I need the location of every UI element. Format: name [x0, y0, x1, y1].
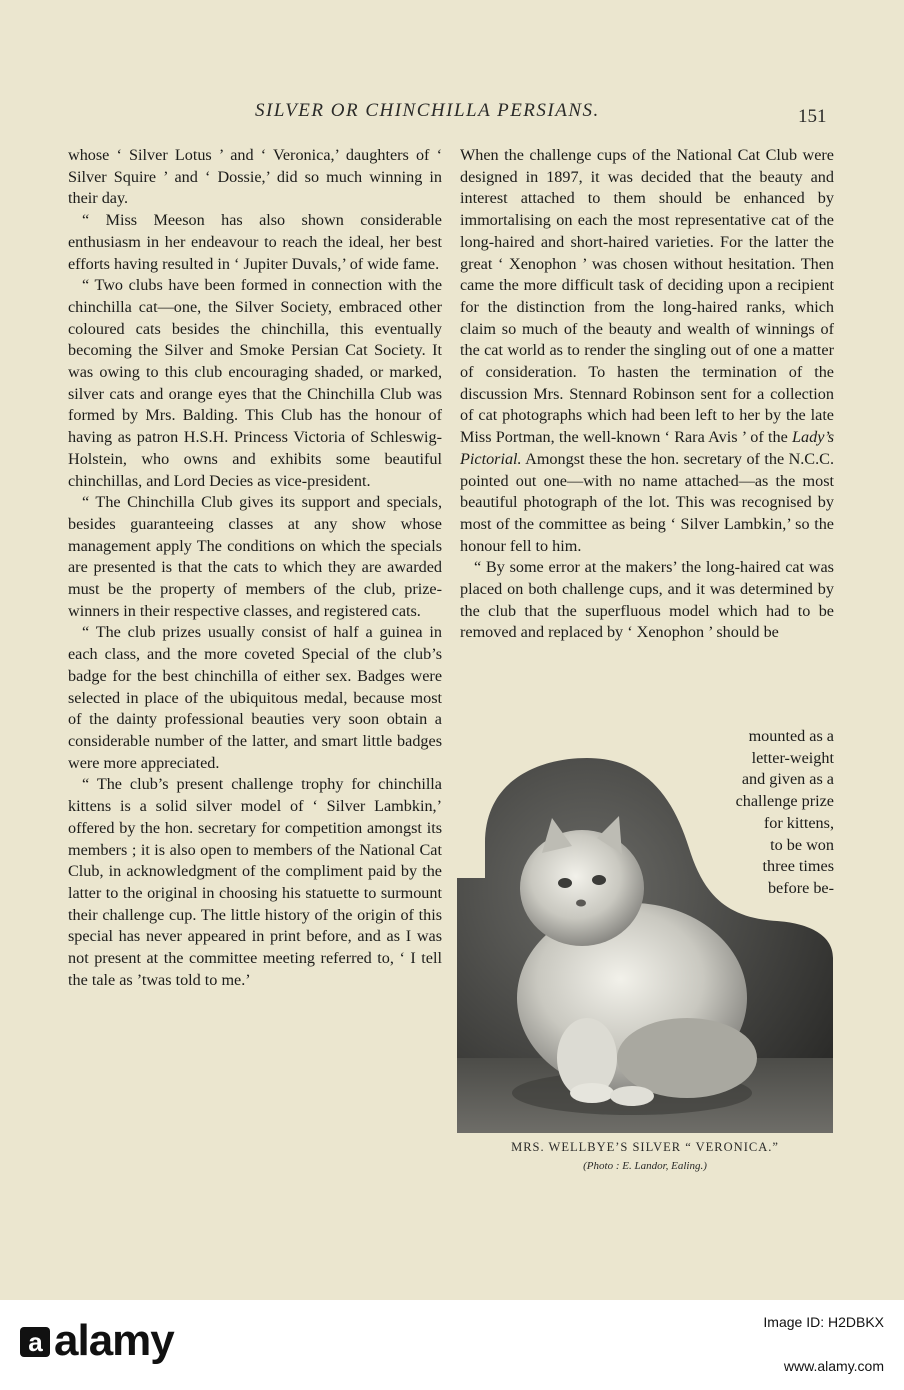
paragraph: “ Miss Meeson has also shown considerable enthusiasm in her endeavour to reach the ideal, her best efforts having resulted in ‘ Jupiter Duvals,’ of wide fame.	[68, 211, 442, 273]
photo-credit: (Photo : E. Landor, Ealing.)	[583, 1160, 707, 1172]
paragraph: whose ‘ Silver Lotus ’ and ‘ Veronica,’ daughters of ‘ Silver Squire ’ and ‘ Dossie,’ did so much winning in their day.	[68, 146, 442, 208]
right-column	[460, 145, 834, 644]
wrapped-line: three times	[762, 857, 834, 876]
paragraph-text: When the challenge cups of the National Cat Club were designed in 1897, it was decided that the beauty and interest attached to them should be enhanced by immortalising on each the most representative cat of the long-haired and short-haired varieties. For the latter the great ‘ Xenophon ’ was chosen without hesitation. Then came the more difficult task of deciding upon a recipient for the distinction from the long-haired ranks, which claim so much of the beauty and wealth of winnings of the cat world as to render the singling out of one a matter of consideration. To hasten the termination of the discussion Mrs. Stennard Robinson sent for a collection of cat photographs which had been left to her by the late Miss Portman, the well-known ‘ Rara Avis ’ of the	[460, 146, 834, 447]
wrapped-line: before be-	[767, 878, 834, 897]
paragraph-text: Amongst these the hon. secretary of the N.C.C. pointed out one—with no name attached—as the most beautiful photograph of the lot. This was recognised by most of the committee as being ‘ Silver Lambkin,’ so the honour fell to him.	[460, 449, 834, 555]
alamy-a-icon: a	[20, 1327, 50, 1357]
cat-photograph	[457, 758, 833, 1133]
wrapped-line: challenge prize	[735, 792, 834, 811]
wrapped-line: for kittens,	[763, 813, 834, 832]
left-column	[68, 145, 442, 991]
wrapped-line: letter-weight	[751, 748, 834, 767]
paragraph: “ Two clubs have been formed in connection with the chinchilla cat—one, the Silver Society, embraced other coloured cats besides the chinchilla, this eventually becoming the Silver and Smoke Persian Cat Society. It was owing to this club encouraging shaded, or marked, silver cats and orange eyes that the Chinchilla Club was formed by Mrs. Balding. This Club has the honour of having as patron H.S.H. Princess Victoria of Schleswig-Holstein, who owns and exhibits some beautiful chinchillas, and Lord Decies as vice-president.	[68, 276, 442, 490]
watermark-banner	[0, 1300, 904, 1390]
running-title: SILVER OR CHINCHILLA PERSIANS.	[255, 100, 600, 121]
publication-title: Lady’s Pictorial.	[460, 428, 834, 468]
paragraph	[460, 145, 834, 557]
page-number: 151	[798, 106, 827, 127]
paragraph: “ By some error at the makers’ the long-haired cat was placed on both challenge cups, and it was determined by the club that the superfluous model which had to be removed and replaced by ‘ Xenophon ’ should be	[460, 558, 834, 642]
running-head	[0, 100, 904, 130]
alamy-logo	[20, 1316, 174, 1366]
cat-photo-image	[457, 758, 833, 1133]
paragraph: “ The club prizes usually consist of half a guinea in each class, and the more coveted Special of the club’s badge for the best chinchilla of either sex. Badges were selected in place of the ubiquitous medal, because most of the dainty professional beauties very soon obtain a considerable number of the latter, and smart little badges were more appreciated.	[68, 623, 442, 772]
watermark-url: www.alamy.com	[783, 1358, 884, 1374]
wrapped-line: mounted as a	[748, 727, 834, 745]
alamy-wordmark: alamy	[54, 1316, 174, 1365]
wrapped-line: to be won	[770, 835, 834, 854]
paragraph: “ The club’s present challenge trophy for chinchilla kittens is a solid silver model of ‘ Silver Lambkin,’ offered by the hon. secretary for competition amongst its members ; it is also open to members of the National Cat Club, in acknowledgment of the compliment paid by the latter to the original in choosing his statuette to surmount their challenge cup. The little history of the origin of this special has never appeared in print before, and as I was not present at the committee meeting referred to, ‘ I tell the tale as ’twas told to me.’	[68, 775, 442, 989]
paragraph: “ The Chinchilla Club gives its support and specials, besides guaranteeing classes at any show whose management apply The conditions on which the specials are presented is that the cats to which they are awarded must be the property of members of the club, prize-winners in their respective classes, and registered cats.	[68, 493, 442, 620]
image-id: Image ID: H2DBKX	[763, 1314, 884, 1330]
figure-caption: MRS. WELLBYE’S SILVER “ VERONICA.”	[511, 1140, 779, 1154]
wrapped-line: and given as a	[741, 770, 834, 789]
